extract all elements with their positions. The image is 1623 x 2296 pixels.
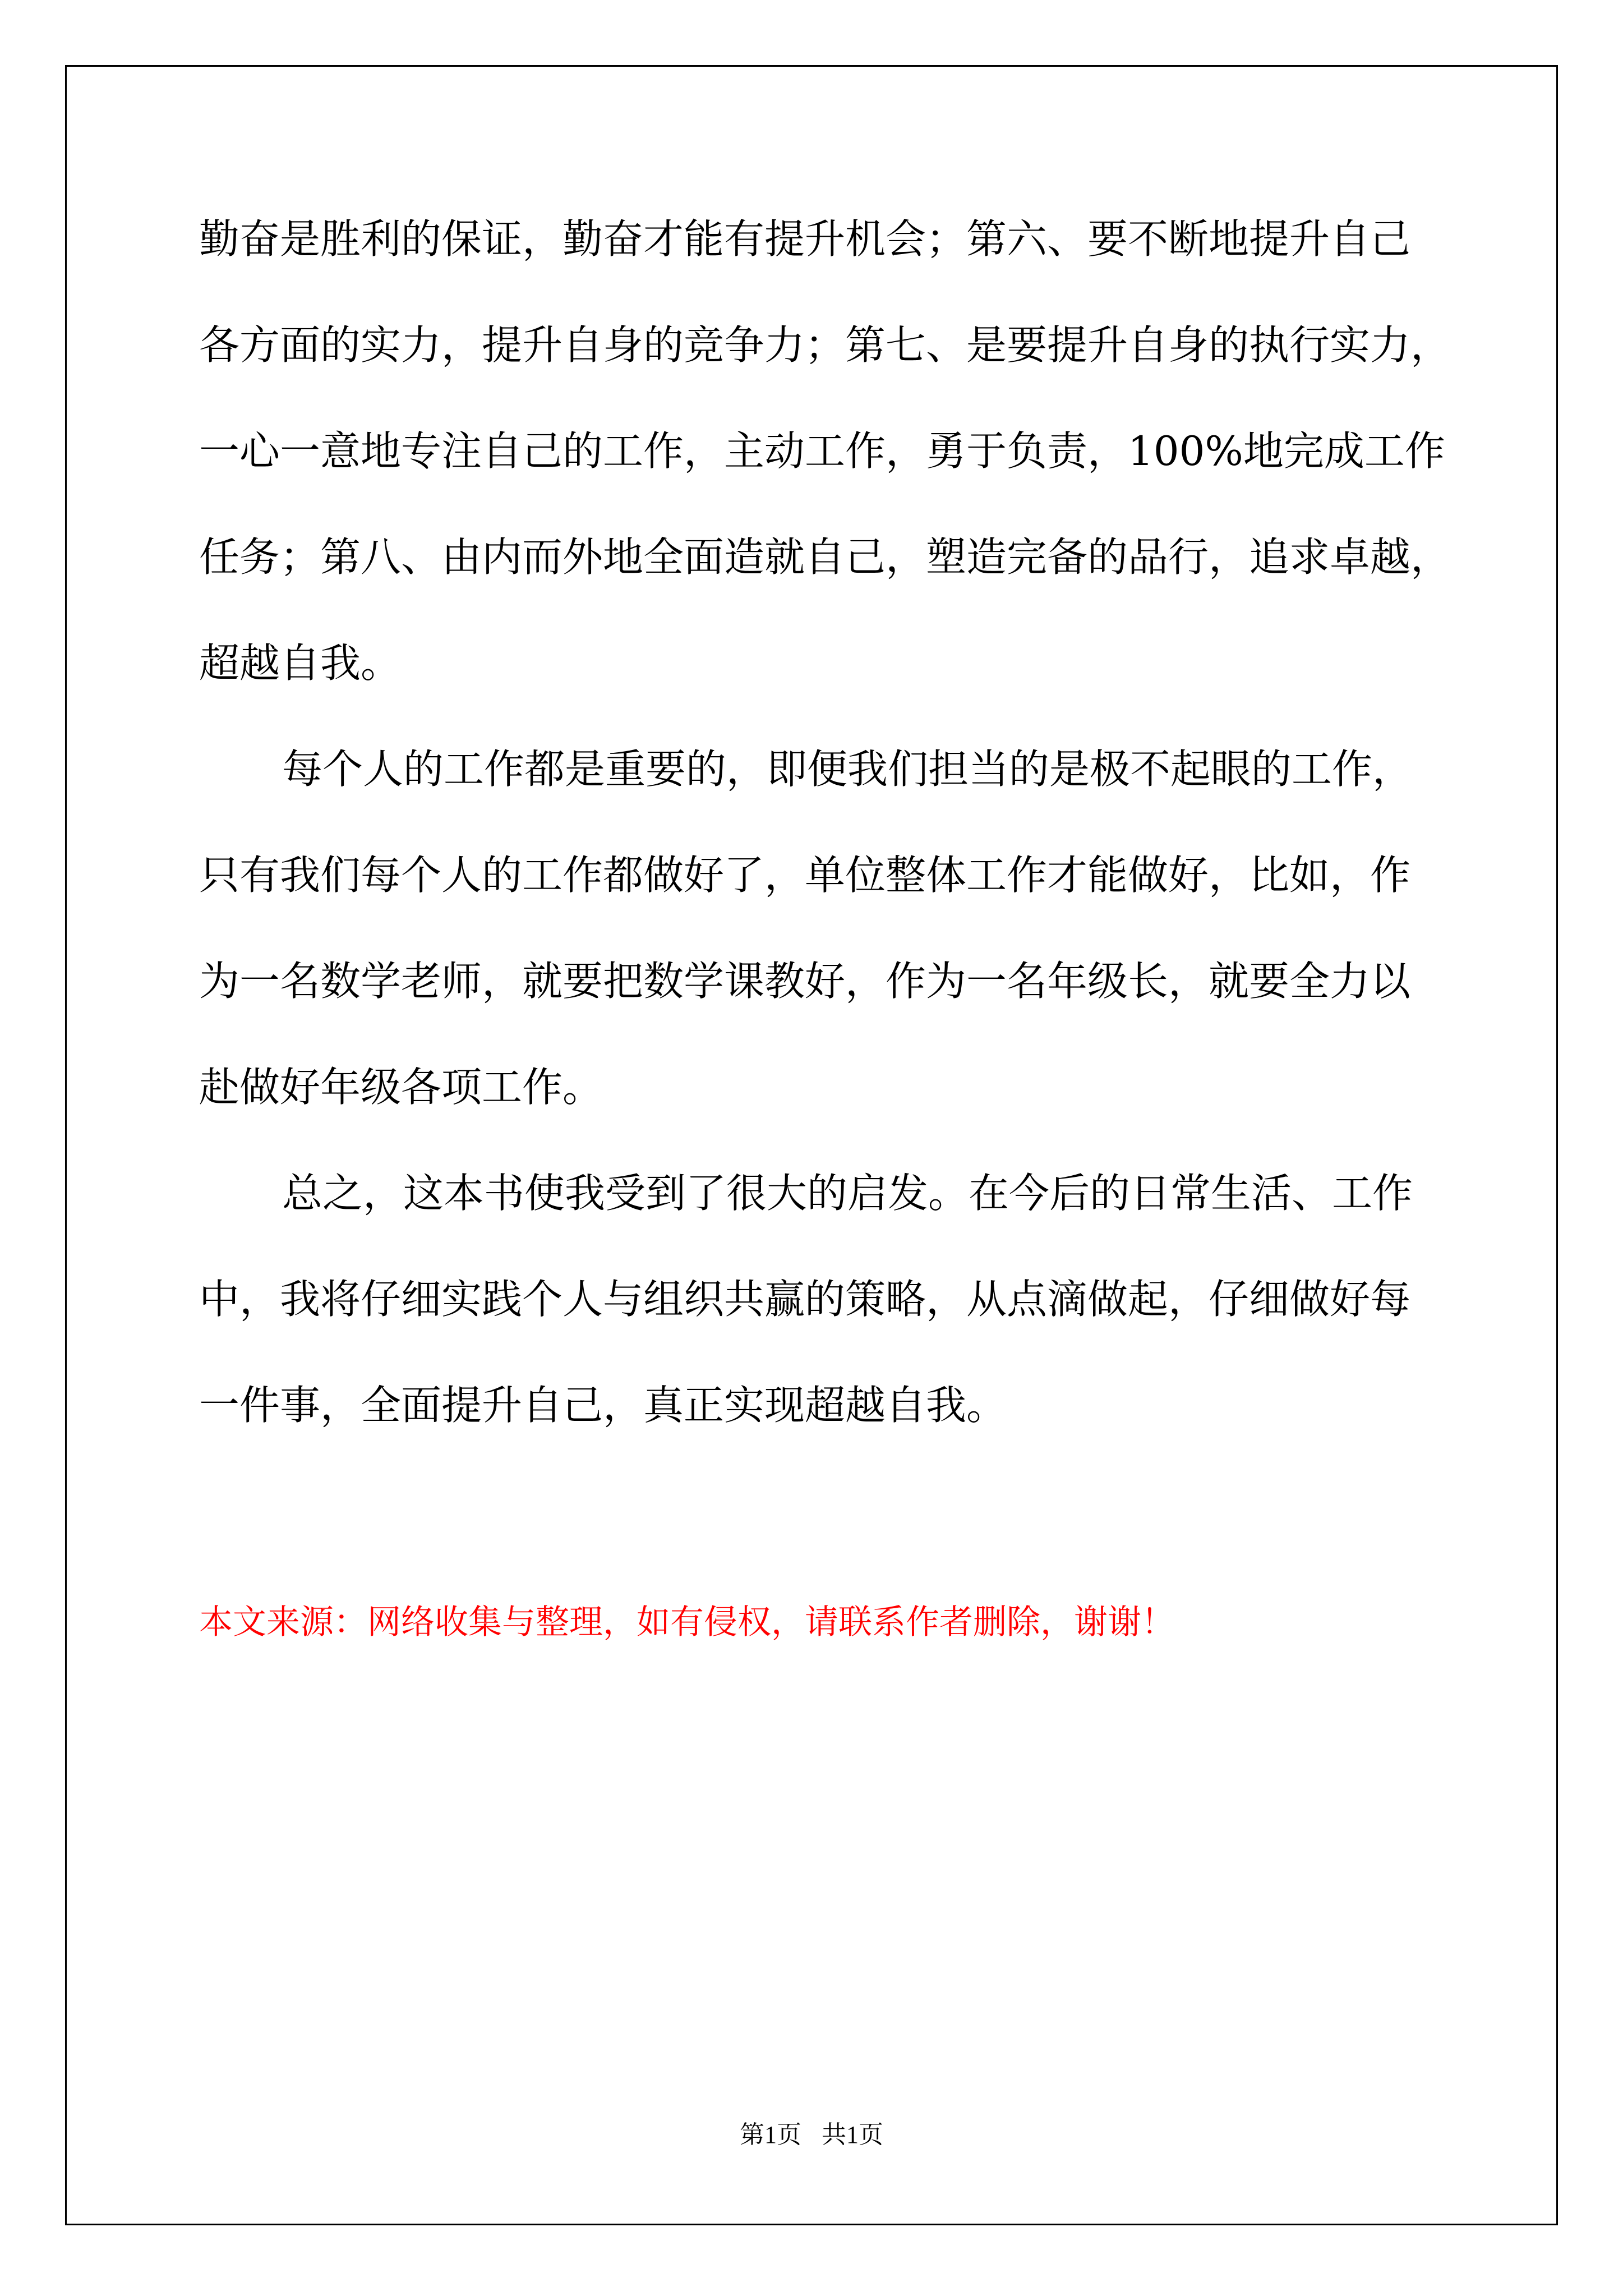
- text-line: 勤奋是胜利的保证，勤奋才能有提升机会；第六、要不断地提升自己: [199, 215, 1411, 263]
- source-disclaimer: 本文来源：网络收集与整理，如有侵权，请联系作者删除，谢谢！: [199, 1603, 1175, 1642]
- text-line: 中，我将仔细实践个人与组织共赢的策略，从点滴做起，仔细做好每: [199, 1276, 1411, 1323]
- text-line: 为一名数学老师，就要把数学课教好，作为一名年级长，就要全力以: [199, 958, 1411, 1005]
- page-number-current: 第1页: [740, 2121, 801, 2148]
- text-line: 一心一意地专注自己的工作，主动工作，勇于负责，100%地完成工作: [199, 427, 1445, 475]
- text-line: 赴做好年级各项工作。: [199, 1064, 603, 1111]
- text-line: 超越自我。: [199, 639, 402, 687]
- text-line: 各方面的实力，提升自身的竞争力；第七、是要提升自身的执行实力，: [199, 321, 1451, 369]
- paragraph-first-line: 总之，这本书使我受到了很大的启发。在今后的日常生活、工作: [282, 1170, 1413, 1217]
- text-line: 一件事，全面提升自己，真正实现超越自我。: [199, 1382, 1007, 1429]
- text-line: 任务；第八、由内而外地全面造就自己，塑造完备的品行，追求卓越，: [199, 533, 1451, 581]
- page-number-total: 共1页: [822, 2121, 883, 2148]
- page-footer: [0, 2123, 1623, 2147]
- paragraph-first-line: 每个人的工作都是重要的，即便我们担当的是极不起眼的工作，: [282, 746, 1413, 793]
- document-body: [199, 215, 1451, 1491]
- text-line: 只有我们每个人的工作都做好了，单位整体工作才能做好，比如，作: [199, 852, 1411, 899]
